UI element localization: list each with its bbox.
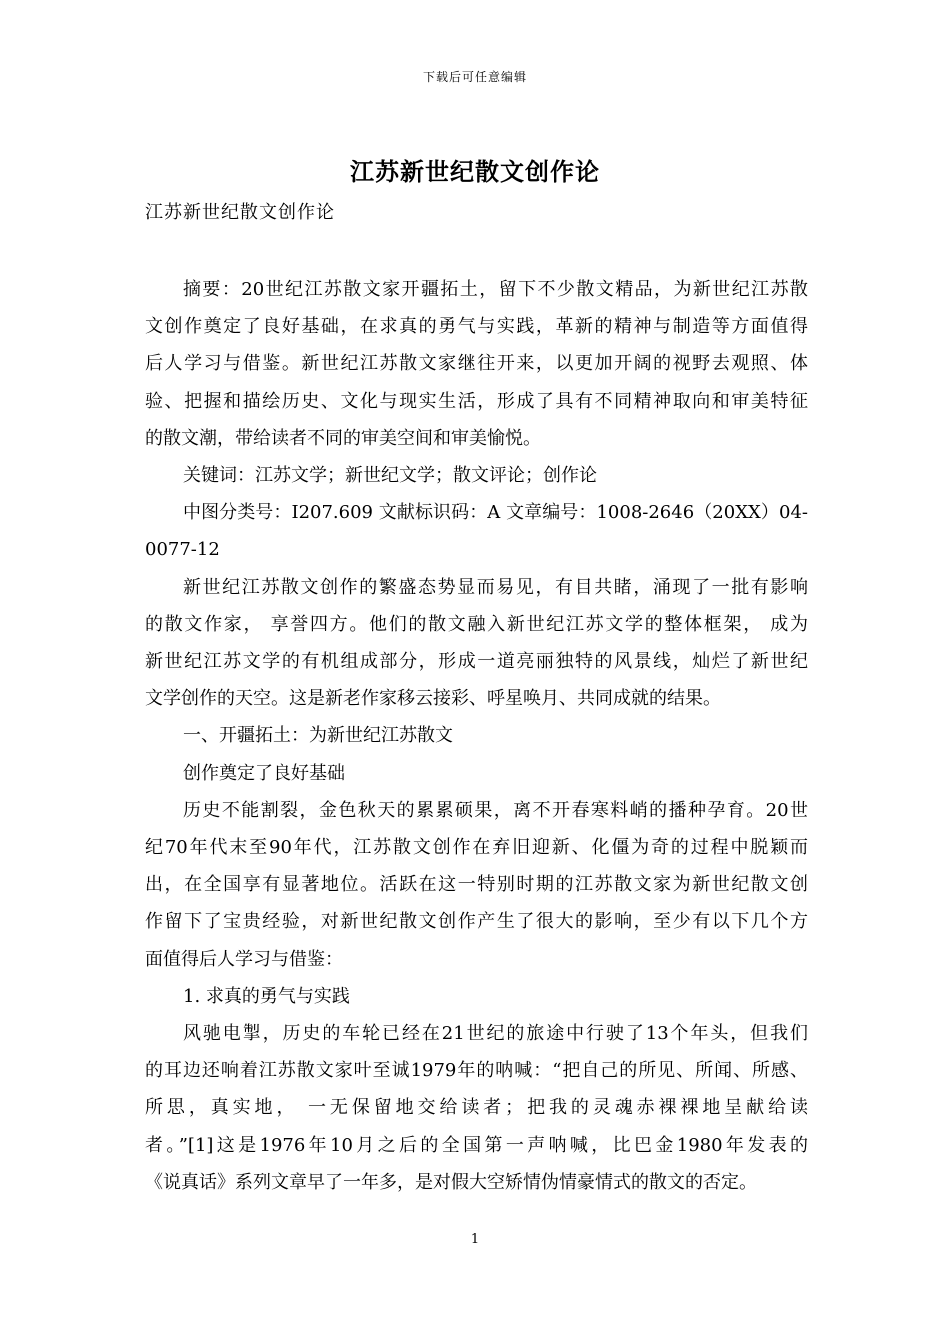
text-line: 文学创作的天空。这是新老作家移云接彩、呼星唤月、共同成就的结果。: [145, 688, 721, 710]
text-line: 创作奠定了良好基础: [183, 762, 345, 784]
text-line: 摘要：20世纪江苏散文家开疆拓土，留下不少散文精品，为新世纪江苏散: [183, 279, 808, 300]
text-line: 的散文潮，带给读者不同的审美空间和审美愉悦。: [145, 427, 541, 449]
text-line: 后人学习与借鉴。新世纪江苏散文家继往开来，以更加开阔的视野去观照、体: [145, 353, 808, 375]
text-line: 的散文作家， 享誉四方。他们的散文融入新世纪江苏文学的整体框架， 成为: [145, 613, 808, 635]
text-line: 文创作奠定了良好基础，在求真的勇气与实践，革新的精神与制造等方面值得: [145, 316, 808, 338]
document-subtitle: 江苏新世纪散文创作论: [145, 202, 335, 223]
article-body: [145, 271, 808, 1201]
text-line: 的耳边还响着江苏散文家叶至诚1979年的呐喊：“把自己的所见、所闻、所感、: [145, 1060, 808, 1082]
text-line: 验、把握和描绘历史、文化与现实生活，形成了具有不同精神取向和审美特征: [145, 390, 808, 412]
text-line: 面值得后人学习与借鉴：: [145, 948, 343, 970]
text-line: 新世纪江苏文学的有机组成部分，形成一道亮丽独特的风景线，灿烂了新世纪: [145, 651, 808, 673]
document-title: 江苏新世纪散文创作论: [350, 157, 600, 186]
text-line: 《说真话》系列文章早了一年多，是对假大空矫情伪情豪情式的散文的否定。: [145, 1171, 757, 1193]
text-line: 新世纪江苏散文创作的繁盛态势显而易见，有目共睹，涌现了一批有影响: [183, 576, 808, 598]
text-line: 风驰电掣，历史的车轮已经在21世纪的旅途中行驶了13个年头，但我们: [183, 1023, 808, 1045]
page-number: 1: [470, 1232, 480, 1247]
text-line: 0077-12: [145, 539, 220, 561]
text-line: 1. 求真的勇气与实践: [183, 985, 350, 1007]
text-line: 历史不能割裂，金色秋天的累累硕果，离不开春寒料峭的播种孕育。20世: [183, 799, 808, 821]
text-line: 出，在全国享有显著地位。活跃在这一特别时期的江苏散文家为新世纪散文创: [145, 874, 808, 896]
text-line: 所思，真实地， 一无保留地交给读者；把我的灵魂赤裸裸地呈献给读: [145, 1097, 808, 1119]
text-line: 中图分类号：I207.609 文献标识码：A 文章编号：1008-2646（20XX）04-: [183, 502, 808, 524]
text-line: 者。”[1]这是1976年10月之后的全国第一声呐喊，比巴金1980年发表的: [145, 1134, 808, 1156]
page-header: 下载后可任意编辑: [422, 70, 527, 84]
text-line: 关键词：江苏文学；新世纪文学；散文评论；创作论: [183, 465, 597, 487]
text-line: 作留下了宝贵经验，对新世纪散文创作产生了很大的影响，至少有以下几个方: [145, 911, 808, 933]
text-line: 纪70年代末至90年代，江苏散文创作在弃旧迎新、化僵为奇的过程中脱颖而: [145, 837, 808, 859]
text-line: 一、开疆拓土：为新世纪江苏散文: [183, 725, 453, 747]
